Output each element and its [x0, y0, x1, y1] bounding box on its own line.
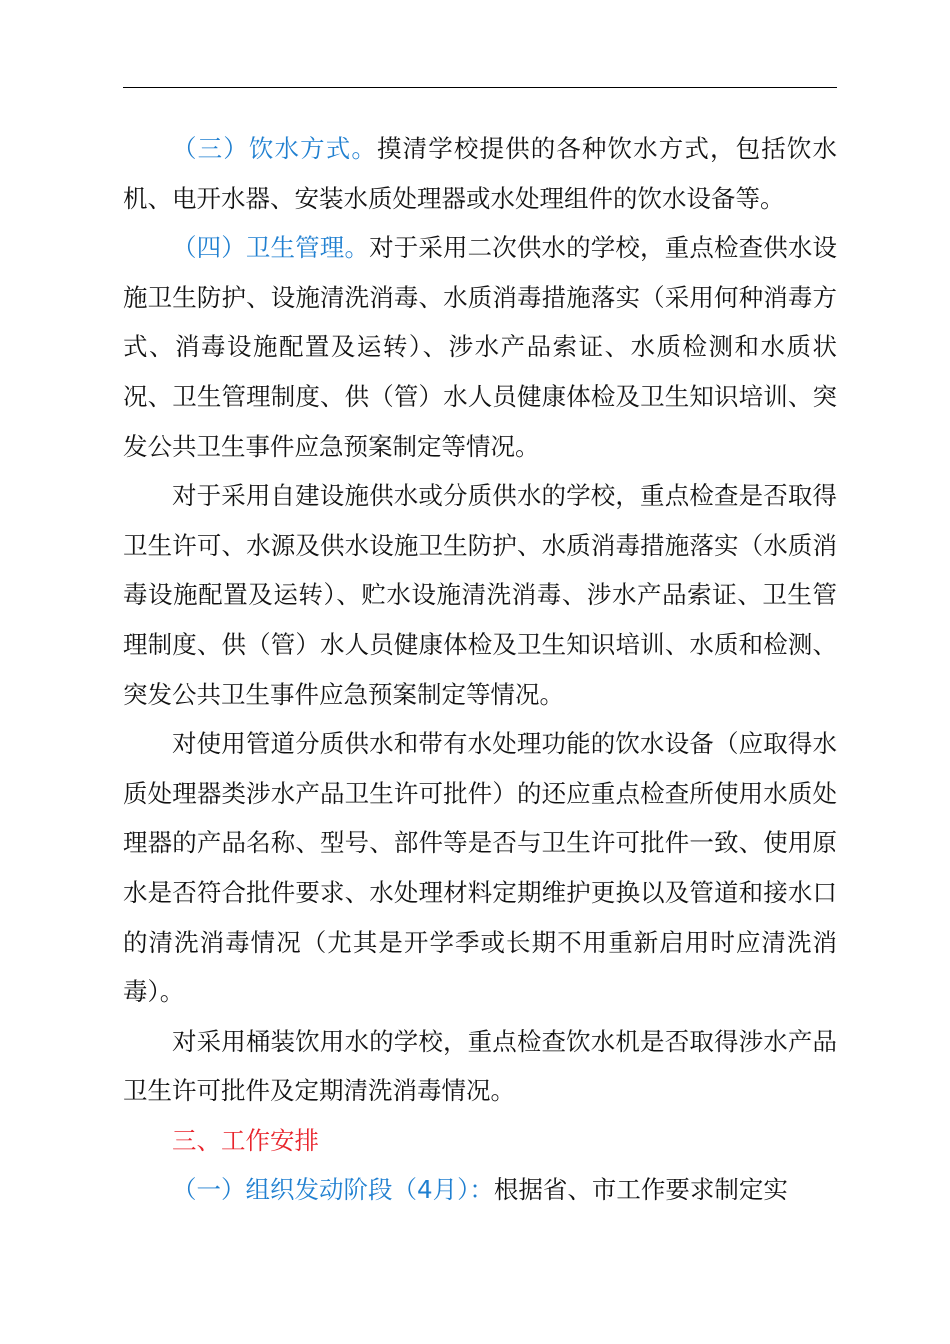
paragraph-hygiene-management [123, 223, 837, 471]
heading-hygiene-management: （四）卫生管理。 [172, 233, 370, 263]
heading-drinking-methods: （三）饮水方式。 [172, 134, 377, 163]
paragraph-text: 摸清学校提供的各种饮水方式，包括饮水机、电开水器、安装水质处理器或水处理组件的饮水设备等。 [123, 134, 838, 213]
header-rule [123, 87, 837, 88]
paragraph-pipeline-supply: 对使用管道分质供水和带有水处理功能的饮水设备（应取得水质处理器类涉水产品卫生许可批件）的还应重点检查所使用水质处理器的产品名称、型号、部件等是否与卫生许可批件一致、使用原水是否符合批件要求、水处理材料定期维护更换以及管道和接水口的清洗消毒情况（尤其是开学季或长期不用重新启用时应清洗消毒）。 [123, 729, 837, 1007]
paragraph-self-built-supply: 对于采用自建设施供水或分质供水的学校，重点检查是否取得卫生许可、水源及供水设施卫生防护、水质消毒措施落实（水质消毒设施配置及运转）、贮水设施清洗消毒、涉水产品索证、卫生管理制度、供（管）水人员健康体检及卫生知识培训、水质和检测、突发公共卫生事件应急预案制定等情况。 [123, 481, 837, 709]
paragraph-drinking-methods [123, 124, 837, 223]
paragraph-bottled-water: 对采用桶装饮用水的学校，重点检查饮水机是否取得涉水产品卫生许可批件及定期清洗消毒情况。 [123, 1026, 837, 1106]
heading-mobilization-stage: （一）组织发动阶段（4月）： [172, 1175, 494, 1205]
document-body [123, 124, 837, 1215]
paragraph-mobilization-stage [123, 1165, 837, 1215]
paragraph-text: 根据省、市工作要求制定实 [493, 1175, 788, 1205]
paragraph-text: 对于采用二次供水的学校，重点检查供水设施卫生防护、设施清洗消毒、水质消毒措施落实（采用何种消毒方式、消毒设施配置及运转）、涉水产品索证、水质检测和水质状况、卫生管理制度、供（管）水人员健康体检及卫生知识培训、突发公共卫生事件应急预案制定等情况。 [123, 233, 837, 461]
section-title-work-arrangement: 三、工作安排 [172, 1125, 319, 1155]
